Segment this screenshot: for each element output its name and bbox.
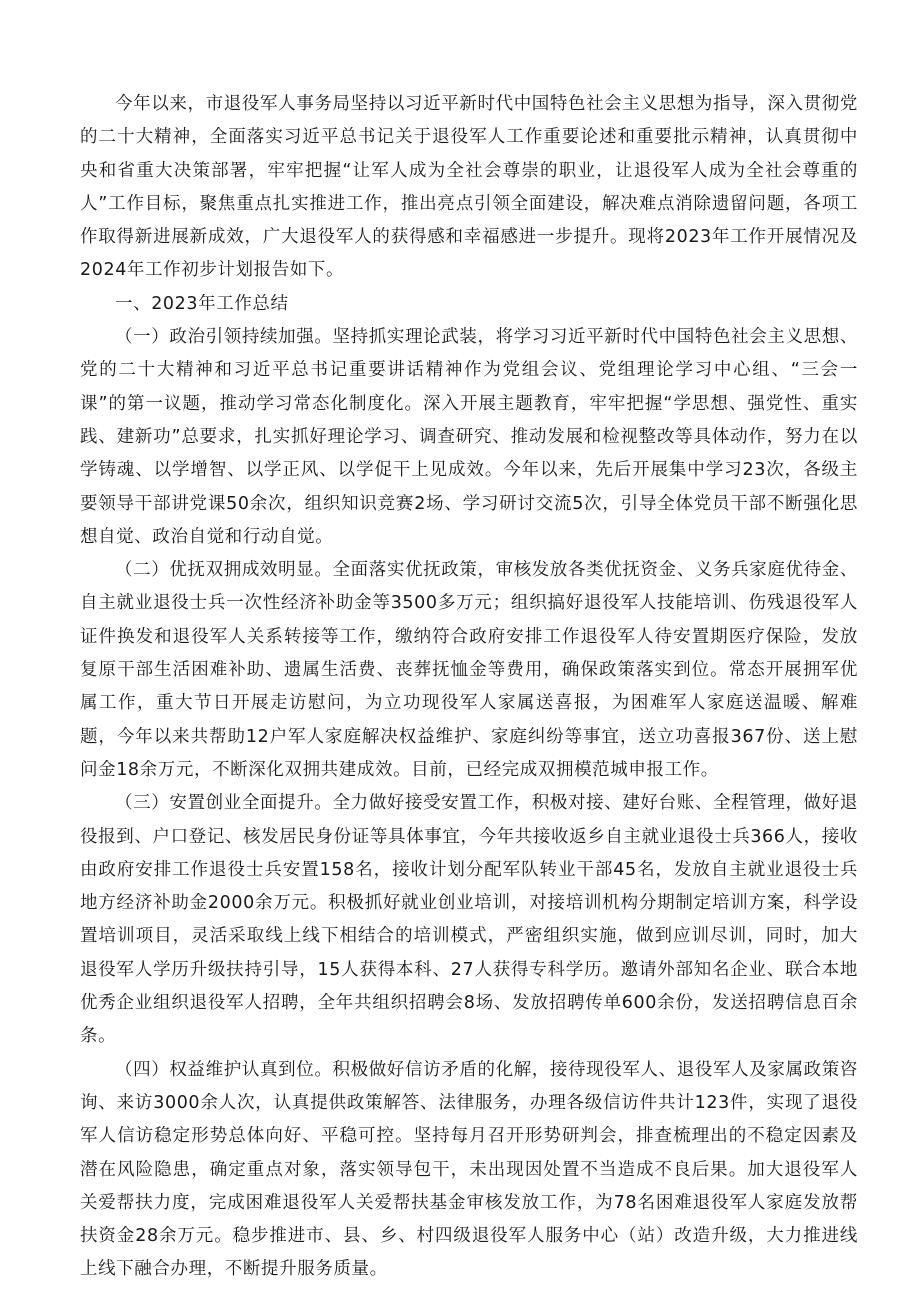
intro-paragraph: 今年以来，市退役军人事务局坚持以习近平新时代中国特色社会主义思想为指导，深入贯彻党的二十大精神，全面落实习近平总书记关于退役军人工作重要论述和重要批示精神，认真贯彻中央和省重大决策部署，牢牢把握“让军人成为全社会尊崇的职业，让退役军人成为全社会尊重的人”工作目标，聚焦重点扎实推进工作，推出亮点引领全面建设，解决难点消除遗留问题，各项工作取得新进展新成效，广大退役军人的获得感和幸福感进一步提升。现将2023年工作开展情况及2024年工作初步计划报告如下。 [80, 94, 858, 281]
section-heading-2023-summary: 一、2023年工作总结 [115, 293, 289, 314]
paragraph-resettlement-entrepreneurship: （三）安置创业全面提升。全力做好接受安置工作，积极对接、建好台账、全程管理，做好退役报到、户口登记、核发居民身份证等具体事宜，今年共接收返乡自主就业退役士兵366人，接收由政府安排工作退役士兵安置158名，接收计划分配军队转业干部45名，发放自主就业退役士兵地方经济补助金2000余万元。积极抓好就业创业培训，对接培训机构分期制定培训方案，科学设置培训项目，灵活采取线上线下相结合的培训模式，严密组织实施，做到应训尽训，同时，加大退役军人学历升级扶持引导，15人获得本科、27人获得专科学历。邀请外部知名企业、联合本地优秀企业组织退役军人招聘，全年共组织招聘会8场、发放招聘传单600余份，发送招聘信息百余条。 [80, 793, 858, 1047]
document-body [80, 88, 858, 1287]
paragraph-political-guidance: （一）政治引领持续加强。坚持抓实理论武装，将学习习近平新时代中国特色社会主义思想、党的二十大精神和习近平总书记重要讲话精神作为党组会议、党组理论学习中心组、“三会一课”的第一议题，推动学习常态化制度化。深入开展主题教育，牢牢把握“学思想、强党性、重实践、建新功”总要求，扎实抓好理论学习、调查研究、推动发展和检视整改等具体动作，努力在以学铸魂、以学增智、以学正风、以学促干上见成效。今年以来，先后开展集中学习23次，各级主要领导干部讲党课50余次，组织知识竞赛2场、学习研讨交流5次，引导全体党员干部不断强化思想自觉、政治自觉和行动自觉。 [80, 327, 858, 547]
paragraph-rights-protection: （四）权益维护认真到位。积极做好信访矛盾的化解，接待现役军人、退役军人及家属政策咨询、来访3000余人次，认真提供政策解答、法律服务，办理各级信访件共计123件，实现了退役军人信访稳定形势总体向好、平稳可控。坚持每月召开形势研判会，排查梳理出的不稳定因素及潜在风险隐患，确定重点对象，落实领导包干，未出现因处置不当造成不良后果。加大退役军人关爱帮扶力度，完成困难退役军人关爱帮扶基金审核发放工作，为78名困难退役军人家庭发放帮扶资金28余万元。稳步推进市、县、乡、村四级退役军人服务中心（站）改造升级，大力推进线上线下融合办理，不断提升服务质量。 [80, 1059, 858, 1280]
paragraph-preferential-care: （二）优抚双拥成效明显。全面落实优抚政策，审核发放各类优抚资金、义务兵家庭优待金、自主就业退役士兵一次性经济补助金等3500多万元；组织搞好退役军人技能培训、伤残退役军人证件换发和退役军人关系转接等工作，缴纳符合政府安排工作退役军人待安置期医疗保险，发放复原干部生活困难补助、遗属生活费、丧葬抚恤金等费用，确保政策落实到位。常态开展拥军优属工作，重大节日开展走访慰问，为立功现役军人家属送喜报，为困难军人家庭送温暖、解难题，今年以来共帮助12户军人家庭解决权益维护、家庭纠纷等事宜，送立功喜报367份、送上慰问金18余万元，不断深化双拥共建成效。目前，已经完成双拥模范城申报工作。 [80, 560, 858, 780]
